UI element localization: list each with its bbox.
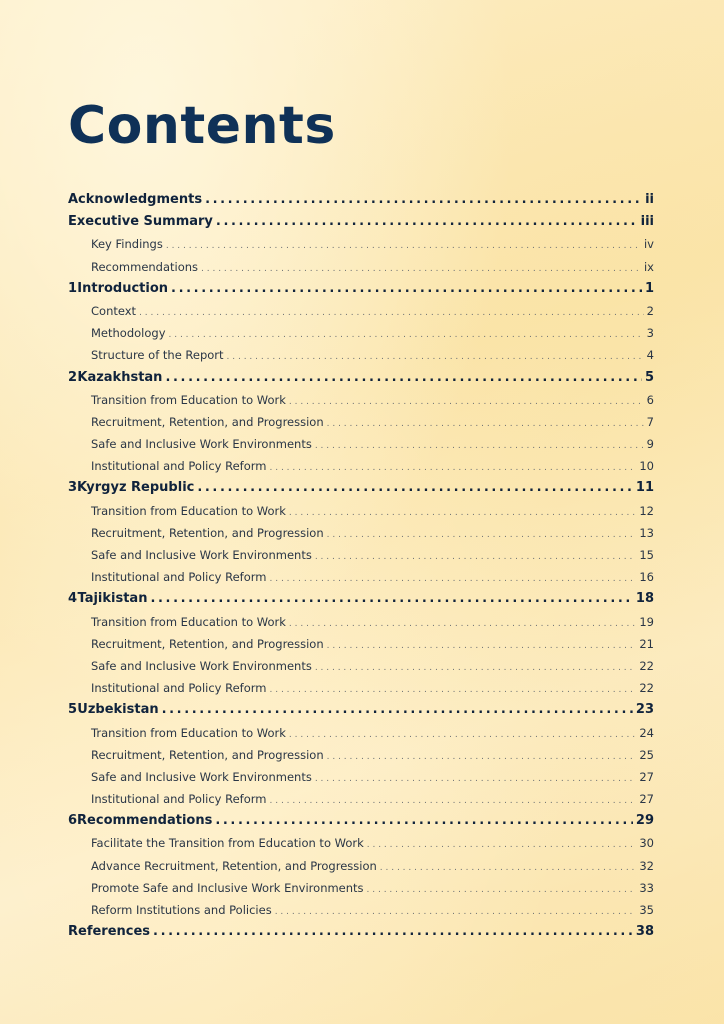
toc-page-number: 13 (639, 525, 654, 540)
toc-entry-label: Acknowledgments (68, 192, 203, 207)
toc-entry-label: Safe and Inclusive Work Environments (91, 548, 312, 562)
toc-page-number: 22 (639, 658, 654, 673)
dot-leader (289, 500, 636, 524)
toc-page-number: 9 (646, 437, 654, 452)
toc-entry-label: Introduction (77, 280, 169, 296)
toc-entry-label: Tajikistan (77, 591, 148, 607)
toc-entry-label: Recruitment, Retention, and Progression (91, 636, 324, 651)
toc-page-number: 23 (635, 702, 654, 718)
toc-entry-label: Institutional and Policy Reform (91, 570, 267, 585)
toc-page-number: 35 (639, 903, 654, 917)
dot-leader (380, 855, 637, 879)
toc-chapter-entry[interactable] (68, 189, 654, 211)
toc-page-number: 2 (646, 303, 654, 318)
toc-entry-label: Promote Safe and Inclusive Work Environments (91, 880, 364, 895)
toc-entry-label: Kyrgyz Republic (77, 480, 195, 496)
toc-section-entry[interactable] (68, 899, 654, 921)
dot-leader (162, 699, 633, 721)
toc-page-number: ii (645, 192, 654, 207)
toc-entry-label: Safe and Inclusive Work Environments (91, 769, 312, 784)
dot-leader (165, 367, 642, 389)
toc-entry-label: Recruitment, Retention, and Progression (91, 525, 324, 540)
toc-entry-label: Institutional and Policy Reform (91, 681, 267, 696)
toc-section-entry[interactable] (68, 344, 654, 366)
dot-leader (171, 278, 642, 300)
dot-leader (327, 411, 644, 435)
toc-chapter-entry[interactable] (68, 211, 654, 233)
dot-leader (270, 677, 637, 701)
toc-page-number: 19 (639, 614, 654, 629)
toc-chapter-number: 4 (68, 591, 78, 607)
dot-leader (205, 189, 642, 211)
toc-entry-label: Reform Institutions and Policies (91, 903, 272, 917)
toc-section-entry[interactable] (68, 832, 654, 854)
table-of-contents (68, 189, 654, 943)
toc-page-number: 16 (639, 570, 654, 585)
toc-section-entry[interactable] (68, 300, 654, 322)
toc-entry-label: Transition from Education to Work (91, 614, 286, 629)
dot-leader (227, 344, 644, 368)
toc-page-number: 7 (646, 414, 654, 429)
toc-page-number: ix (643, 259, 654, 274)
toc-chapter-entry[interactable] (68, 921, 654, 943)
dot-leader (367, 832, 637, 856)
toc-section-entry[interactable] (68, 544, 654, 566)
toc-section-entry[interactable] (68, 233, 654, 255)
page-title: Contents (68, 96, 336, 156)
toc-section-entry[interactable] (68, 633, 654, 655)
toc-entry-label: Uzbekistan (77, 702, 159, 718)
toc-entry-label: Institutional and Policy Reform (91, 792, 267, 807)
toc-chapter-entry[interactable] (68, 810, 654, 832)
toc-page-number: 10 (639, 459, 654, 474)
toc-chapter-entry[interactable] (68, 278, 654, 300)
toc-entry-label: Safe and Inclusive Work Environments (91, 658, 312, 673)
dot-leader (270, 455, 637, 479)
dot-leader (289, 611, 636, 635)
toc-page-number: 4 (646, 348, 654, 363)
toc-section-entry[interactable] (68, 411, 654, 433)
toc-entry-label: Recommendations (77, 813, 213, 829)
toc-section-entry[interactable] (68, 256, 654, 278)
toc-entry-label: Transition from Education to Work (91, 503, 286, 518)
dot-leader (315, 433, 644, 457)
toc-entry-label: Executive Summary (68, 214, 213, 230)
dot-leader (315, 766, 637, 790)
dot-leader (315, 544, 637, 568)
toc-entry-label: Kazakhstan (77, 369, 163, 385)
dot-leader (216, 211, 638, 233)
toc-section-entry[interactable] (68, 788, 654, 810)
dot-leader (169, 322, 644, 346)
toc-entry-label: Safe and Inclusive Work Environments (91, 437, 312, 452)
toc-page-number: 15 (639, 548, 654, 562)
toc-chapter-entry[interactable] (68, 588, 654, 610)
toc-section-entry[interactable] (68, 766, 654, 788)
toc-page-number: 22 (639, 681, 654, 696)
toc-entry-label: Methodology (91, 326, 166, 341)
toc-page-number: 3 (646, 326, 654, 341)
dot-leader (327, 633, 637, 657)
dot-leader (327, 744, 637, 768)
toc-section-entry[interactable] (68, 722, 654, 744)
dot-leader (153, 921, 633, 943)
toc-section-entry[interactable] (68, 433, 654, 455)
toc-page-number: 38 (635, 924, 654, 940)
toc-chapter-number: 1 (68, 280, 78, 296)
toc-chapter-entry[interactable] (68, 367, 654, 389)
dot-leader (327, 522, 637, 546)
toc-entry-label: Recruitment, Retention, and Progression (91, 747, 324, 762)
toc-chapter-number: 5 (68, 702, 78, 718)
toc-page-number: 6 (646, 392, 654, 407)
dot-leader (215, 810, 633, 832)
dot-leader (289, 722, 636, 746)
toc-page-number: 5 (644, 369, 654, 385)
toc-entry-label: Facilitate the Transition from Education to Work (91, 836, 364, 851)
dot-leader (315, 655, 637, 679)
toc-page-number: 32 (639, 858, 654, 873)
dot-leader (270, 788, 637, 812)
toc-page-number: iv (643, 237, 654, 252)
dot-leader (275, 899, 637, 923)
toc-section-entry[interactable] (68, 611, 654, 633)
toc-chapter-number: 6 (68, 813, 78, 829)
toc-section-entry[interactable] (68, 655, 654, 677)
toc-section-entry[interactable] (68, 877, 654, 899)
toc-page-number: 29 (635, 813, 654, 829)
toc-page-number: 27 (639, 769, 654, 784)
toc-section-entry[interactable] (68, 677, 654, 699)
toc-page-number: 30 (639, 836, 654, 851)
toc-chapter-number: 3 (68, 480, 78, 496)
toc-entry-label: Recommendations (91, 259, 199, 274)
toc-entry-label: Recruitment, Retention, and Progression (91, 414, 324, 429)
toc-section-entry[interactable] (68, 855, 654, 877)
toc-page-number: 11 (635, 480, 654, 496)
toc-entry-label: Advance Recruitment, Retention, and Progression (91, 858, 377, 873)
toc-page-number: 25 (639, 747, 654, 762)
toc-chapter-entry[interactable] (68, 699, 654, 721)
toc-entry-label: Institutional and Policy Reform (91, 459, 267, 474)
dot-leader (289, 389, 644, 413)
toc-page-number: 24 (639, 725, 654, 740)
toc-entry-label: Context (91, 303, 137, 318)
toc-page-number: 12 (639, 503, 654, 518)
toc-section-entry[interactable] (68, 389, 654, 411)
toc-section-entry[interactable] (68, 566, 654, 588)
dot-leader (201, 256, 641, 280)
toc-page-number: 1 (644, 280, 654, 296)
toc-entry-label: Transition from Education to Work (91, 725, 286, 740)
toc-chapter-entry[interactable] (68, 477, 654, 499)
toc-section-entry[interactable] (68, 322, 654, 344)
toc-entry-label: Structure of the Report (91, 348, 224, 363)
toc-page-number: 33 (639, 880, 654, 895)
toc-entry-label: Key Findings (91, 237, 163, 252)
toc-chapter-number: 2 (68, 369, 78, 385)
toc-section-entry[interactable] (68, 500, 654, 522)
dot-leader (150, 588, 632, 610)
toc-section-entry[interactable] (68, 744, 654, 766)
toc-page-number: 27 (639, 792, 654, 807)
toc-page-number: 21 (639, 636, 654, 651)
dot-leader (270, 566, 637, 590)
dot-leader (197, 477, 633, 499)
dot-leader (367, 877, 637, 901)
dot-leader (166, 233, 641, 257)
toc-entry-label: Transition from Education to Work (91, 392, 286, 407)
toc-section-entry[interactable] (68, 522, 654, 544)
toc-page-number: 18 (635, 591, 654, 607)
toc-entry-label: References (68, 924, 151, 940)
toc-page-number: iii (640, 214, 654, 230)
dot-leader (139, 300, 644, 324)
toc-section-entry[interactable] (68, 455, 654, 477)
